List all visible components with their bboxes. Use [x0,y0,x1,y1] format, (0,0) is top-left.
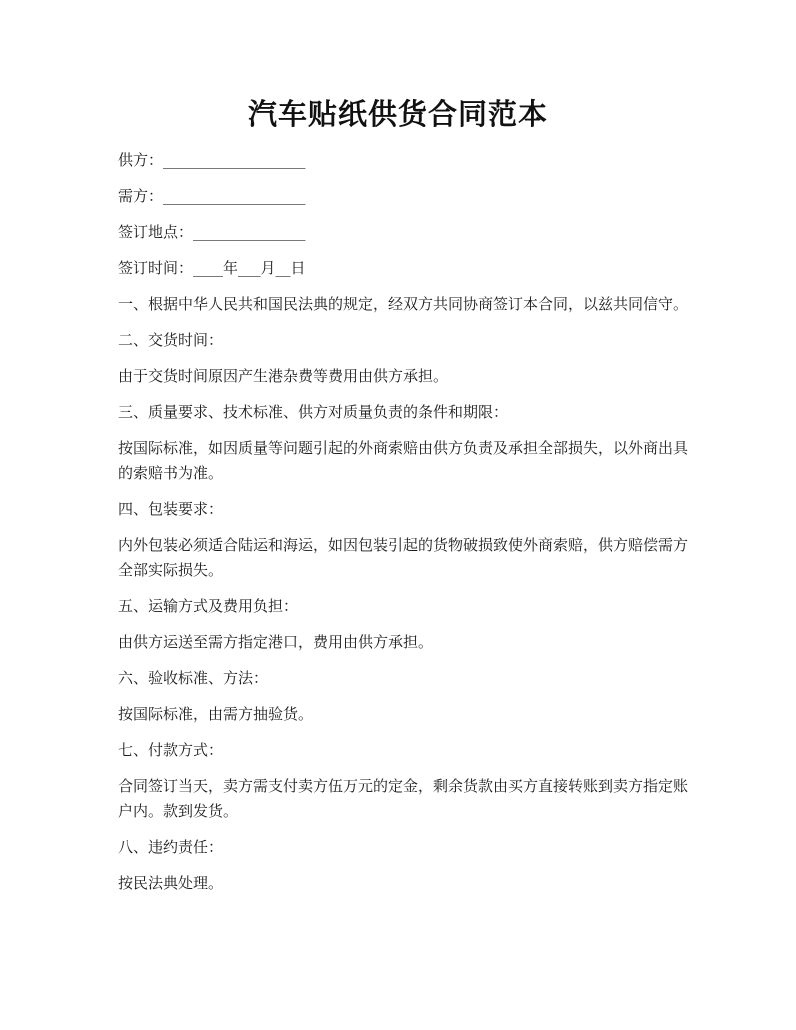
clause-2-body: 由于交货时间原因产生港杂费等费用由供方承担。 [118,367,449,385]
clause-8-heading: 八、违约责任： [118,838,224,856]
clause-7-heading: 七、付款方式： [118,741,224,759]
signing-place-field: 签订地点：_______________ [118,223,306,241]
document-title: 汽车贴纸供货合同范本 [247,97,548,131]
clause-4-heading: 四、包装要求： [118,500,224,518]
clause-1-intro: 一、根据中华人民共和国民法典的规定，经双方共同协商签订本合同，以兹共同信守。 [118,295,689,313]
clause-3-heading: 三、质量要求、技术标准、供方对质量负责的条件和期限： [118,403,509,421]
clause-5-body: 由供方运送至需方指定港口，费用由供方承担。 [118,633,434,651]
clause-5-heading: 五、运输方式及费用负担： [118,597,299,615]
signing-time-field: 签订时间：____年___月__日 [118,259,306,277]
clause-6-heading: 六、验收标准、方法： [118,669,269,687]
clause-7-body: 合同签订当天，卖方需支付卖方伍万元的定金，剩余货款由买方直接转账到卖方指定账户内。款到发货。 [118,777,689,820]
clause-8-body: 按民法典处理。 [118,874,224,892]
buyer-field: 需方：___________________ [118,187,306,205]
supplier-field: 供方：___________________ [118,151,306,169]
clause-6-body: 按国际标准，由需方抽验货。 [118,705,314,723]
document-body [118,148,688,907]
clause-4-body: 内外包装必须适合陆运和海运，如因包装引起的货物破损致使外商索赔，供方赔偿需方全部实际损失。 [118,536,689,579]
clause-2-heading: 二、交货时间： [118,331,224,349]
clause-3-body: 按国际标准，如因质量等问题引起的外商索赔由供方负责及承担全部损失，以外商出具的索赔书为准。 [118,439,689,482]
